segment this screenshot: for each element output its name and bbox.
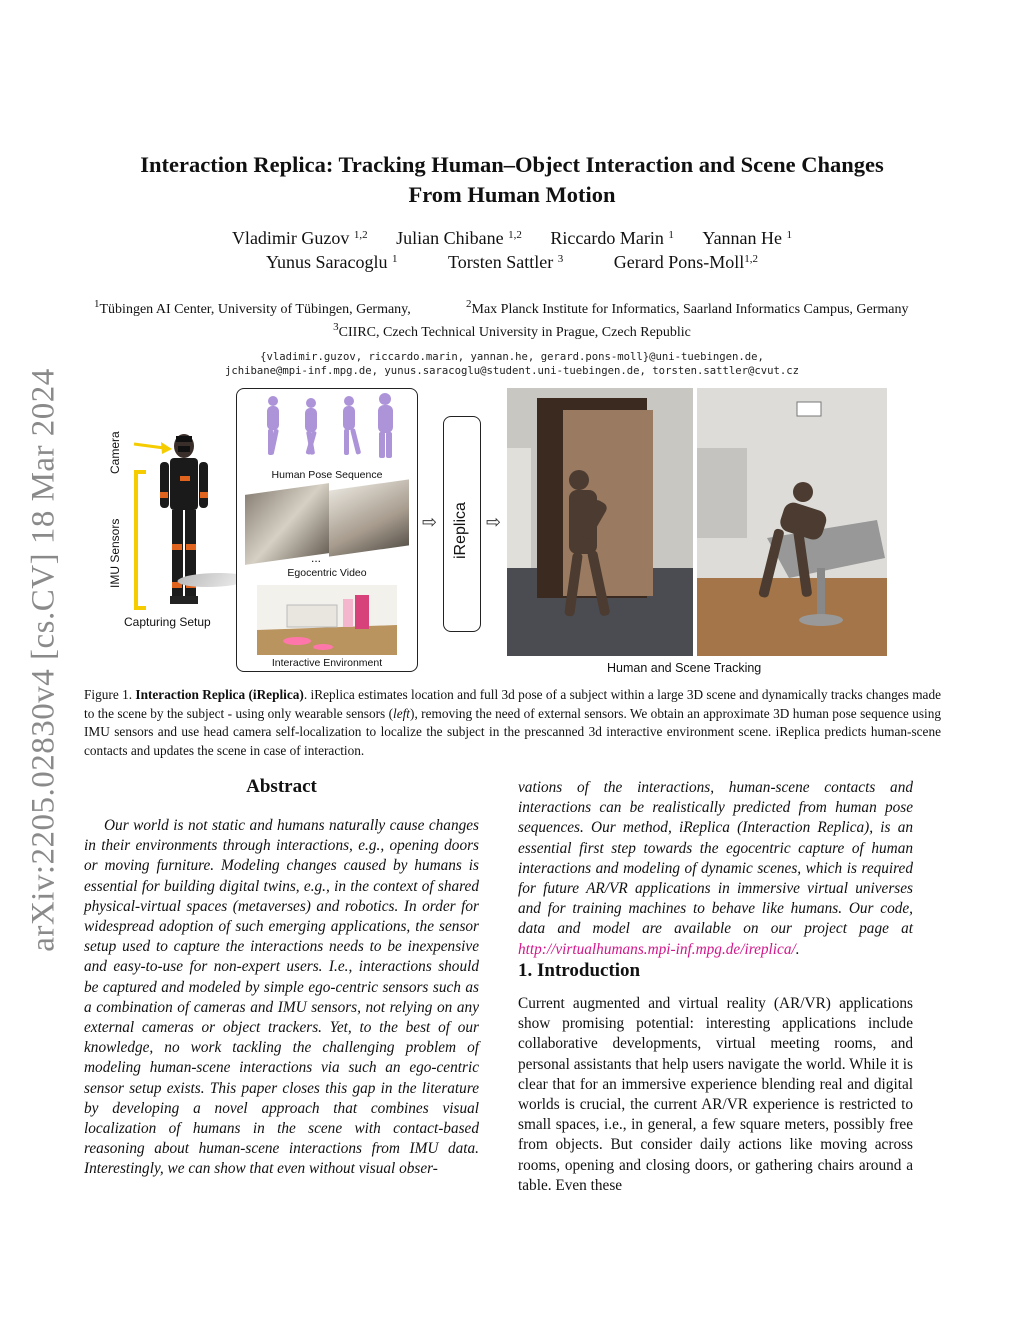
arrow-right-icon: ⇨ [422, 512, 438, 532]
title-line-2: From Human Motion [408, 182, 616, 207]
ireplica-label: iReplica [452, 502, 469, 559]
intro-text: Current augmented and virtual reality (AR/VR) applications show promising potential: interesting applications include collaborative developments, virtual meeting rooms, and personal assistants that help users navigate the world. While it is clear that for an immersive experience blending real and digital worlds is crucial, the current AR/VR experience is restricted to small spaces, i.e., in general, a few square meters, possibly free from objects. But consider daily actions like moving across rooms, opening and closing doors, or gathering chairs around a table. Even these [518, 995, 913, 1194]
arxiv-sidebar [22, 340, 66, 980]
author: Vladimir Guzov $^{1,2}$ [231, 228, 368, 248]
video-ellipsis: ... [311, 551, 322, 565]
imu-bracket-icon [132, 470, 148, 610]
human-pose-sequence-label: Human Pose Sequence [271, 469, 383, 481]
paper-title [80, 150, 944, 210]
caption-bold: Interaction Replica (iReplica) [135, 687, 304, 702]
interactive-environment-image [257, 585, 397, 655]
capturing-setup-label: Capturing Setup [124, 615, 211, 629]
abstract-text: Our world is not static and humans naturally cause changes in their environments through interactions, e.g., opening doors or moving furniture. Modeling changes caused by humans is essential for building digital twins, e.g., in the context of shared physical-virtual spaces (metaverses) and robotics. In order for widespread adoption of such emerging applications, the sensor setup used to capture the interactions needs to be inexpensive and easy-to-use for non-expert users. I.e., interactions should be captured and modeled by simple ego-centric sensors such as a combination of cameras and IMU sensors, not relying on any external cameras or object trackers. Yet, to the best of our knowledge, no work tackling the challenging problem of modeling human-scene interactions via such an ego-centric sensor setup exists. This paper closes this gap in the literature by developing a novel approach that combines visual localization of humans in the scene with contact-based reasoning about human-scene interactions from IMU data. Interestingly, we can show that even without visual obser- [84, 817, 479, 1178]
caption-italic: left [393, 705, 411, 721]
email-list [112, 350, 912, 378]
arxiv-id: arXiv:2205.02830v4 [cs.CV] 18 Mar 2024 [25, 368, 62, 952]
affiliation-3: $^3$CIIRC, Czech Technical University in Prague, Czech Republic [333, 321, 691, 340]
abstract-heading: Abstract [246, 776, 317, 797]
intro-heading: 1. Introduction [518, 960, 641, 981]
author: Yannan He $^1$ [702, 228, 793, 248]
inputs-panel [236, 388, 418, 672]
author: Julian Chibane $^{1,2}$ [396, 228, 522, 248]
tracking-result-table-image [697, 388, 887, 656]
author: Torsten Sattler $^3$ [448, 252, 564, 272]
email-line-2: jchibane@mpi-inf.mpg.de, yunus.saracoglu@student.uni-tuebingen.de, torsten.sattler@cvut.cz [224, 365, 800, 377]
interactive-environment-label: Interactive Environment [271, 657, 383, 669]
camera-label: Camera [108, 431, 122, 474]
author: Riccardo Marin $^1$ [550, 228, 674, 248]
title-line-1: Interaction Replica: Tracking Human–Object Interaction and Scene Changes [140, 152, 884, 177]
author-row-2 [100, 250, 924, 274]
email-line-1: {vladimir.guzov, riccardo.marin, yannan.he, gerard.pons-moll}@uni-tuebingen.de, [260, 351, 764, 363]
egocentric-frame-2 [329, 479, 409, 556]
author-row-1 [100, 226, 924, 250]
tracking-label: Human and Scene Tracking [607, 661, 762, 675]
capturing-setup [100, 388, 232, 638]
author: Gerard Pons-Moll$^{1,2}$ [613, 252, 758, 272]
figure-1 [100, 388, 900, 678]
project-page-link[interactable]: http://virtualhumans.mpi-inf.mpg.de/ireplica/ [518, 940, 796, 958]
imu-sensors-label: IMU Sensors [108, 518, 122, 588]
arrow-right-icon: ⇨ [486, 512, 502, 532]
ireplica-method-box [443, 416, 481, 632]
affiliation-2: $^2$Max Planck Institute for Informatics, Saarland Informatics Campus, Germany [466, 298, 909, 317]
human-pose-sequence-image [251, 393, 401, 461]
egocentric-video-label: Egocentric Video [287, 567, 367, 579]
affiliation-1: $^1$Tübingen AI Center, University of Tübingen, Germany, [94, 298, 411, 317]
abstract-continued: vations of the interactions, human-scene contacts and interactions can be realistically predicted from human pose sequences. Our method, iReplica (Interaction Replica), is an essential first step towards the egocentric capture of human interactions and modeling of dynamic scenes, which is required for future AR/VR applications in immersive virtual universes and for training machines to behave like humans. Our code, data and model are available on our project page at http://virtualhumans.mpi-inf.mpg.de/ireplica/. [518, 779, 913, 958]
tracking-result-door-image [507, 388, 693, 656]
author: Yunus Saracoglu $^1$ [266, 252, 398, 272]
figure-caption: Figure 1. Interaction Replica (iReplica). iReplica estimates location and full 3d pose of a subject within a large 3D scene and dynamically tracks changes made to the scene by the subject - using only wearable sensors (left), removing the need of external sensors. We obtain an approximate 3D human pose sequence using IMU sensors and use head camera self-localization to localize the subject in the prescanned 3d interactive environment scene. iReplica predicts human-scene contacts and updates the scene in case of interaction. [84, 687, 941, 758]
